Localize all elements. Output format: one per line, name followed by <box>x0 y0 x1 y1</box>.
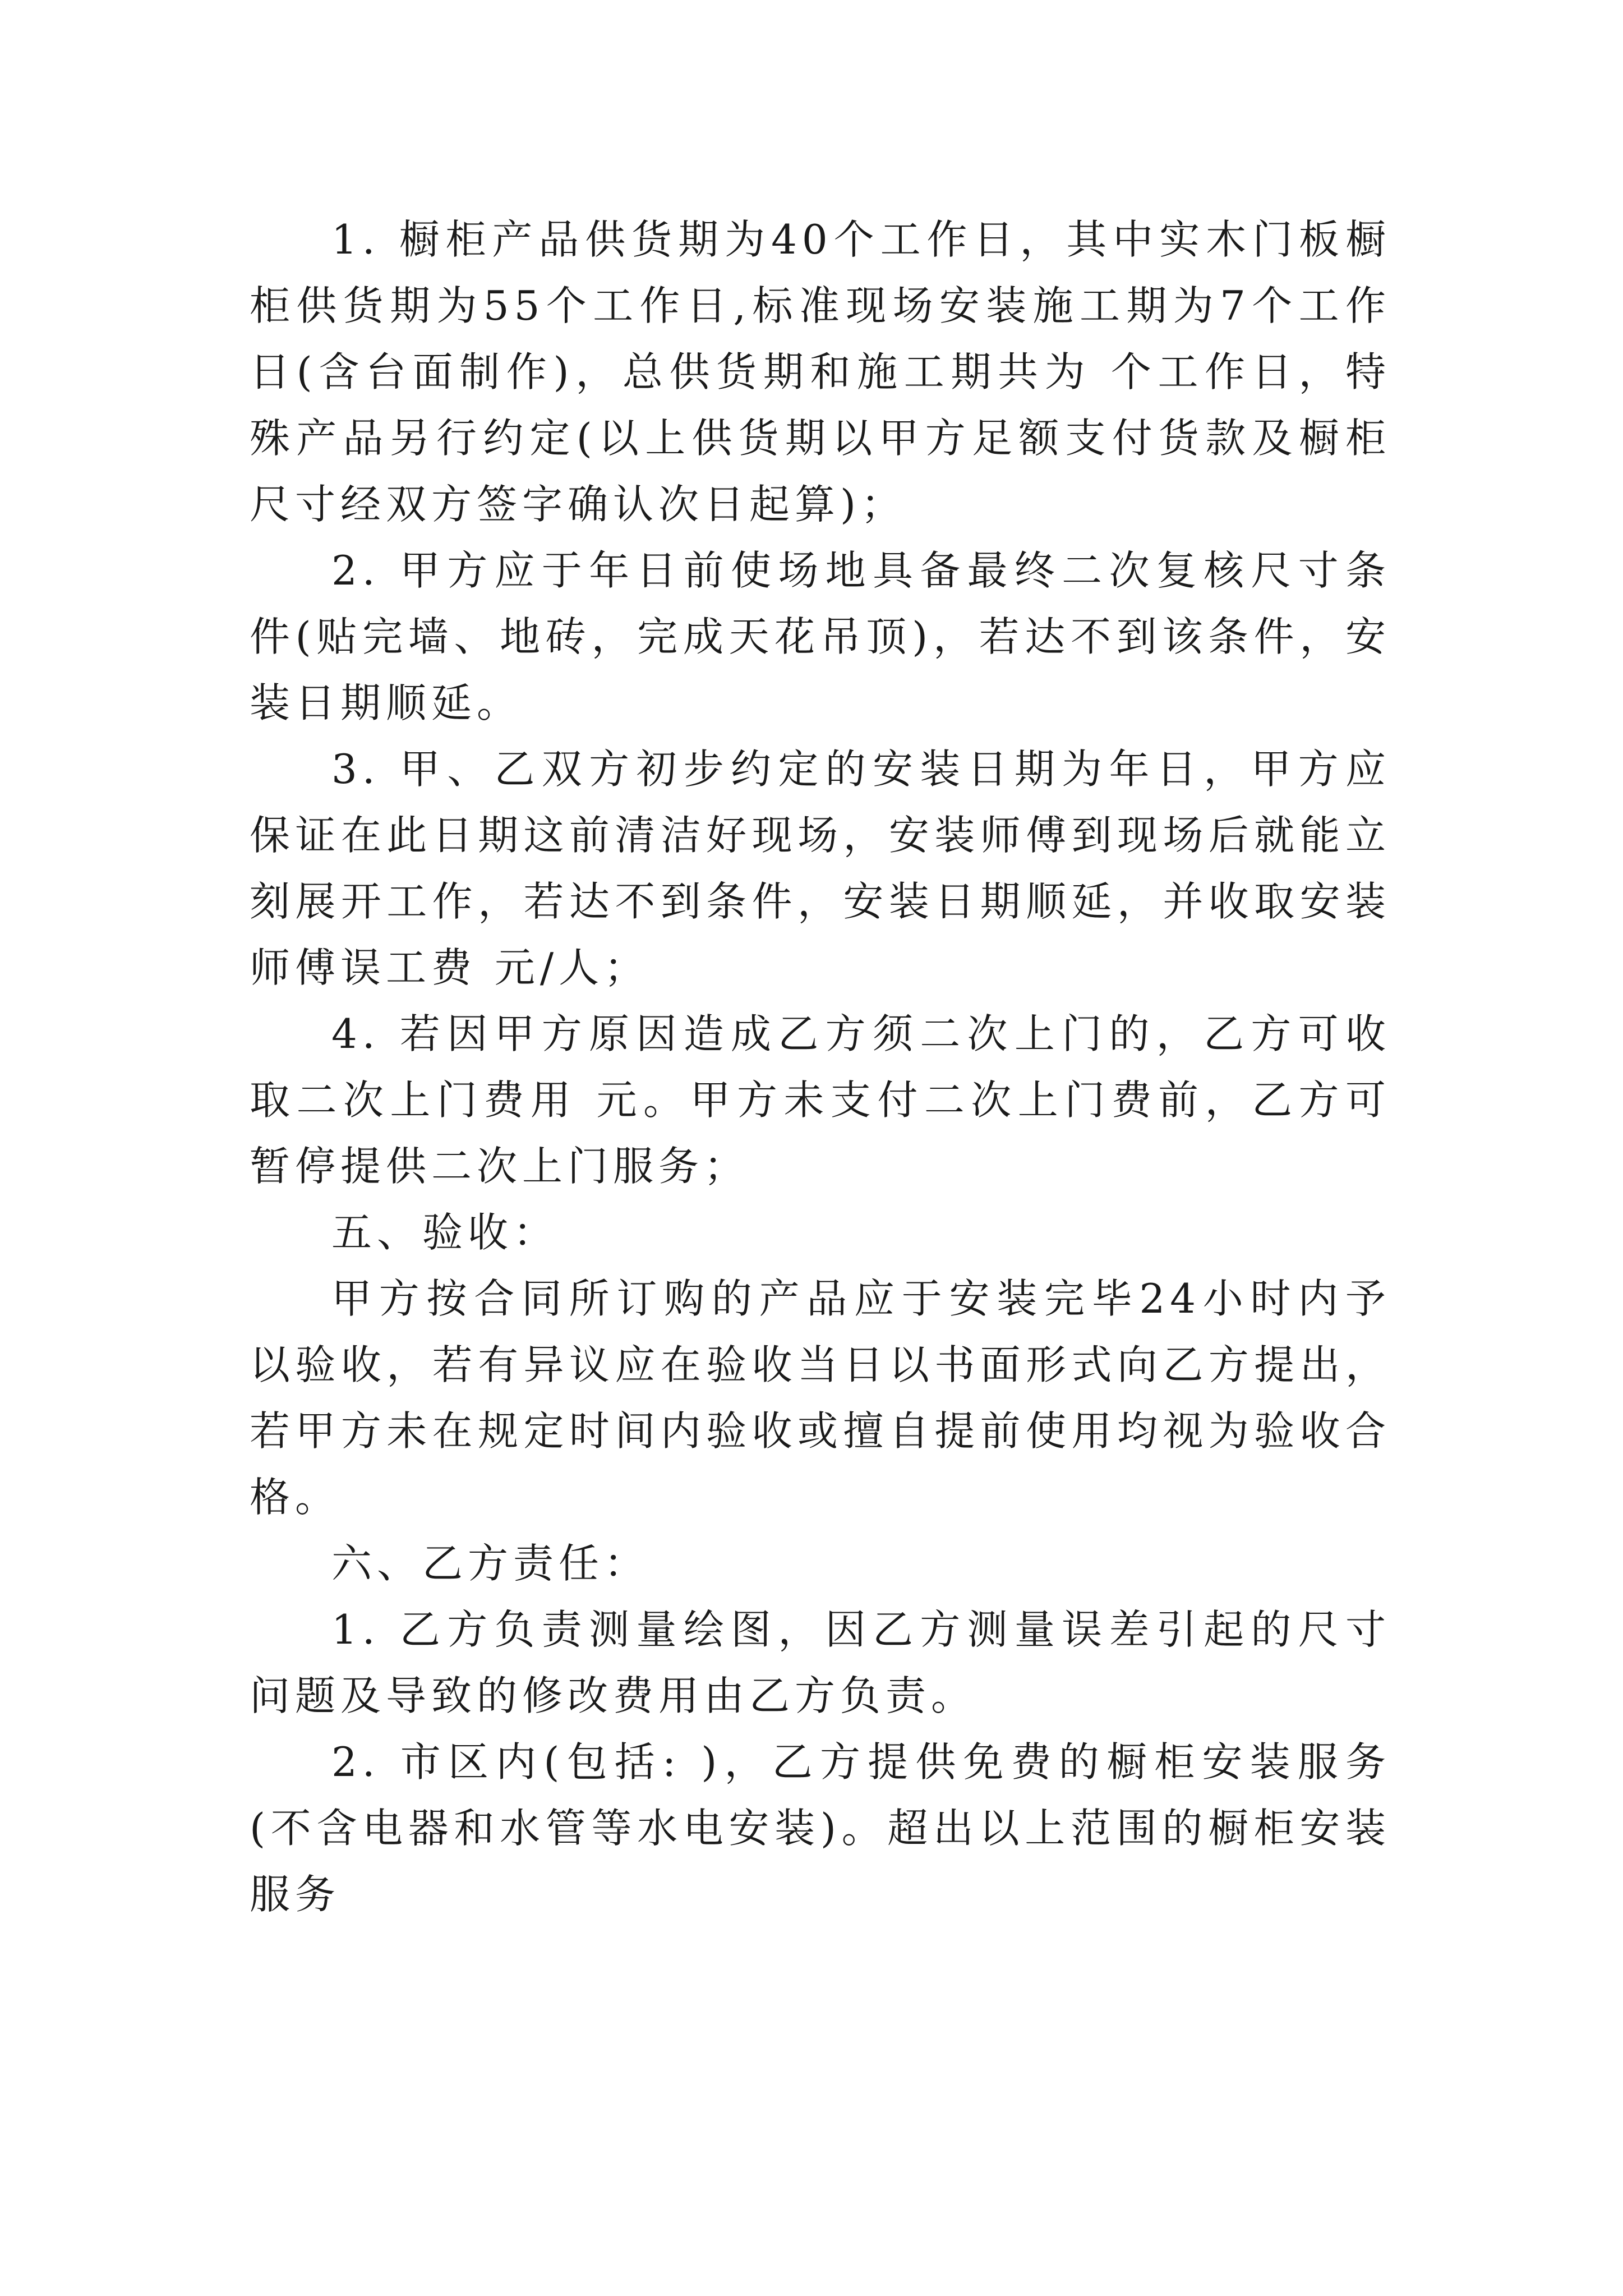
paragraph-second-visit-fee: 4. 若因甲方原因造成乙方须二次上门的，乙方可收取二次上门费用 元。甲方未支付二次上门费前，乙方可暂停提供二次上门服务； <box>250 1010 1391 1190</box>
paragraph-installation-date: 3. 甲、乙双方初步约定的安装日期为年日，甲方应保证在此日期这前清洁好现场，安装师傅到现场后就能立刻展开工作，若达不到条件，安装日期顺延，并收取安装师傅误工费 元/人； <box>250 746 1391 991</box>
paragraph-free-installation: 2. 市区内(包括: )，乙方提供免费的橱柜安装服务(不含电器和水管等水电安装)。超出以上范围的橱柜安装服务 <box>250 1738 1391 1918</box>
section-heading-acceptance: 五、验收： <box>331 1209 559 1256</box>
paragraph-site-conditions: 2. 甲方应于年日前使场地具备最终二次复核尺寸条件(贴完墙、地砖，完成天花吊顶)，若达不到该条件，安装日期顺延。 <box>250 547 1391 726</box>
paragraph-measurement: 1. 乙方负责测量绘图，因乙方测量误差引起的尺寸问题及导致的修改费用由乙方负责。 <box>250 1606 1391 1719</box>
paragraph-delivery-period: 1. 橱柜产品供货期为40个工作日，其中实木门板橱柜供货期为55个工作日,标准现场安装施工期为7个工作日(含台面制作)，总供货期和施工期共为 个工作日，特殊产品另行约定(以上供货期以甲方足额支付货款及橱柜尺寸经双方签字确认次日起算)； <box>250 216 1391 528</box>
document-body <box>250 206 1391 1927</box>
section-heading-party-b-responsibility: 六、乙方责任： <box>331 1540 650 1587</box>
paragraph-acceptance: 甲方按合同所订购的产品应于安装完毕24小时内予以验收，若有异议应在验收当日以书面形式向乙方提出，若甲方未在规定时间内验收或擅自提前使用均视为验收合格。 <box>250 1275 1391 1521</box>
